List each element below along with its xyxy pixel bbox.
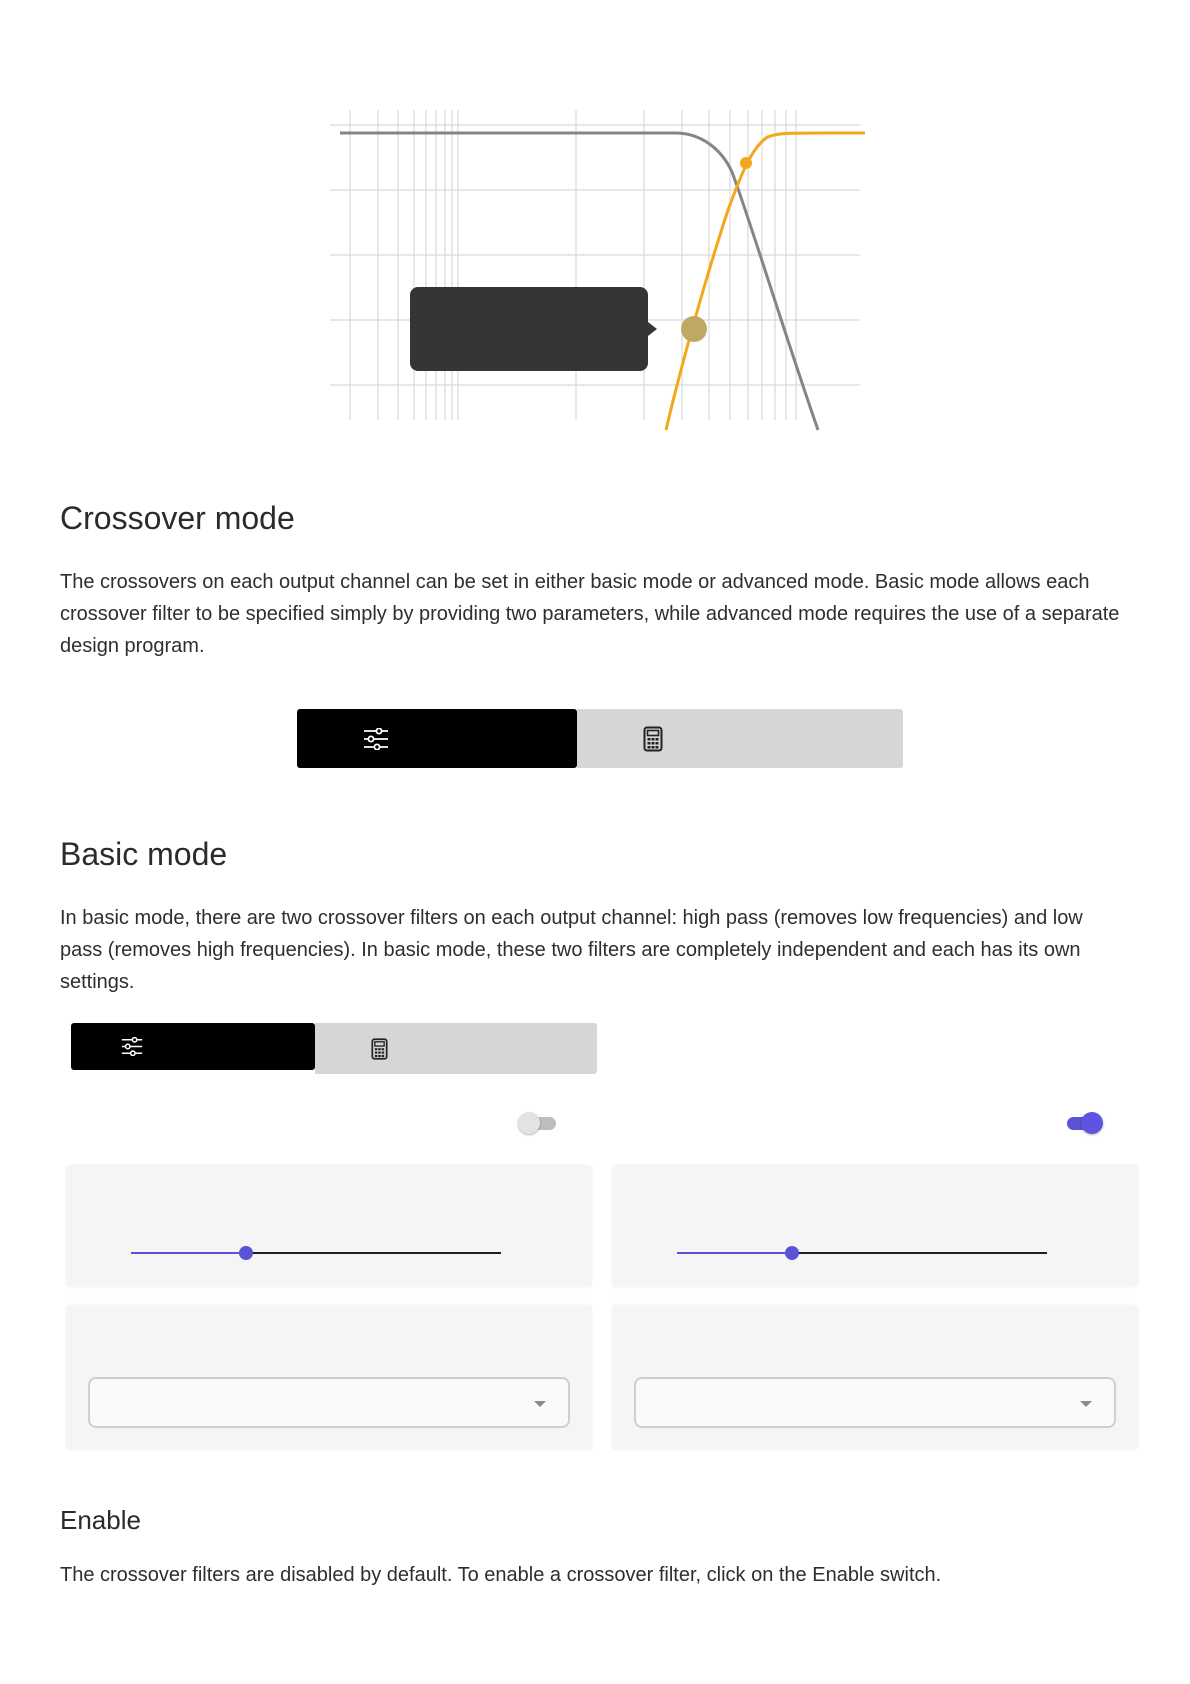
- right-slope-card: [612, 1305, 1138, 1450]
- advanced-mode-tab[interactable]: [577, 709, 903, 768]
- advanced-mode-tab[interactable]: [315, 1023, 597, 1074]
- sliders-icon: [363, 728, 389, 750]
- section-title-crossover-mode: Crossover mode: [60, 500, 295, 536]
- sliders-icon: [121, 1037, 143, 1056]
- left-slope-card: [66, 1305, 592, 1450]
- slider-thumb[interactable]: [785, 1246, 799, 1260]
- chevron-down-icon: [534, 1401, 546, 1407]
- right-frequency-card: [612, 1165, 1138, 1287]
- chevron-down-icon: [1080, 1401, 1092, 1407]
- left-filter-enable-switch[interactable]: [518, 1110, 558, 1134]
- crossover-point: [740, 157, 752, 169]
- slider-thumb[interactable]: [239, 1246, 253, 1260]
- graph-grid: [330, 110, 860, 420]
- left-frequency-card: [66, 1165, 592, 1287]
- left-frequency-slider[interactable]: [131, 1243, 501, 1263]
- crossover-mode-description: The crossovers on each output channel can be set in either basic mode or advanced mode. Basic mode allows each crossover filter to be specified simply by providing two parameters, while advanced mode requires the use of a separate design program.: [60, 571, 1120, 657]
- section-title-enable: Enable: [60, 1505, 141, 1535]
- left-slope-select[interactable]: [88, 1377, 570, 1428]
- mode-switcher-small: [71, 1023, 597, 1074]
- crossover-response-graph: [330, 110, 870, 440]
- switch-knob: [1081, 1112, 1103, 1134]
- basic-mode-tab[interactable]: [71, 1023, 315, 1070]
- right-frequency-slider[interactable]: [677, 1243, 1047, 1263]
- switch-knob: [518, 1112, 540, 1134]
- filter-tooltip: [410, 287, 657, 371]
- enable-description: The crossover filters are disabled by default. To enable a crossover filter, click on the Enable switch.: [60, 1564, 942, 1586]
- right-filter-enable-switch[interactable]: [1063, 1110, 1103, 1134]
- basic-mode-tab[interactable]: [297, 709, 577, 768]
- mode-switcher: [297, 709, 903, 768]
- slider-fill: [677, 1252, 792, 1254]
- filter-frequency-handle[interactable]: [681, 316, 707, 342]
- slider-fill: [131, 1252, 246, 1254]
- calculator-icon: [643, 726, 663, 752]
- basic-mode-description: In basic mode, there are two crossover filters on each output channel: high pass (removes low frequencies) and low pass (removes high frequencies). In basic mode, these two filters are completely independent and each has its own settings.: [60, 907, 1083, 993]
- right-slope-select[interactable]: [634, 1377, 1116, 1428]
- section-title-basic-mode: Basic mode: [60, 836, 228, 872]
- calculator-icon: [371, 1038, 388, 1060]
